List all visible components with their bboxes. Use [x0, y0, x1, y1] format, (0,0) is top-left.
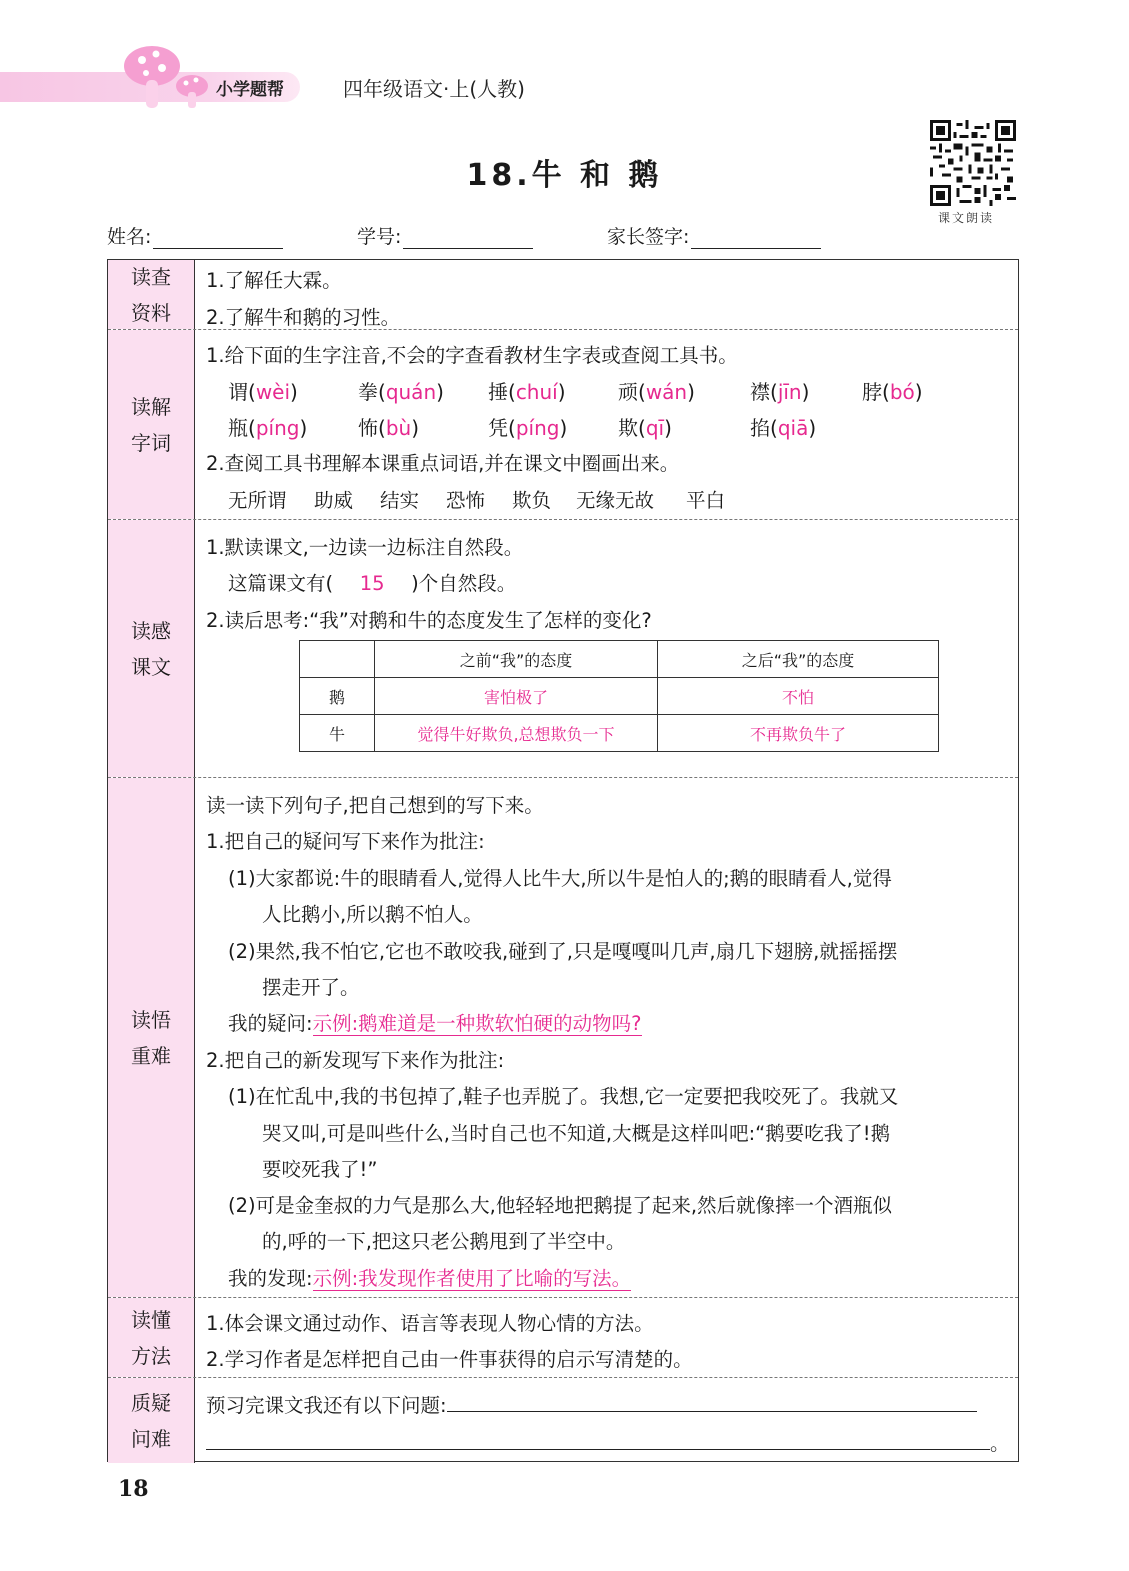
- pinyin-area: [206, 330, 1006, 519]
- pinyin-answer: wán: [645, 380, 688, 404]
- page-number: 18: [118, 1476, 149, 1502]
- key-word: 无所谓: [228, 489, 287, 512]
- ox-before-answer: 觉得牛好欺负,总想欺负一下: [375, 715, 658, 752]
- pinyin-item: 捶(chuí): [488, 380, 566, 404]
- book-title: 四年级语文·上(人教): [343, 77, 525, 101]
- pinyin-item: 怖(bù): [358, 416, 419, 440]
- pinyin-answer: qī: [645, 416, 665, 440]
- pinyin-item: 瓶(píng): [228, 416, 308, 440]
- row-label-ox: 牛: [300, 715, 375, 752]
- section-methods: [108, 1298, 1018, 1378]
- section-research: [108, 260, 1018, 330]
- pinyin-answer: chuí: [515, 380, 558, 404]
- section-vocabulary: [108, 330, 1018, 520]
- pinyin-item: 凭(píng): [488, 416, 568, 440]
- pinyin-item: 顽(wán): [618, 380, 695, 404]
- parent-sign-field[interactable]: [607, 222, 821, 249]
- goose-before-answer: 害怕极了: [375, 678, 658, 715]
- pinyin-answer: bó: [889, 380, 915, 404]
- discovery-answer: 示例:我发现作者使用了比喻的写法。: [312, 1267, 632, 1290]
- quote-line: 摆走开了。: [262, 976, 360, 999]
- task-line: 1.把自己的疑问写下来作为批注:: [206, 830, 485, 853]
- task-line: 2.读后思考:“我”对鹅和牛的态度发生了怎样的变化?: [206, 609, 652, 632]
- section-label: 读懂 方法: [108, 1298, 195, 1377]
- section-label: 质疑 问难: [108, 1378, 195, 1463]
- header-after: 之后“我”的态度: [658, 641, 939, 678]
- ox-after-answer: 不再欺负牛了: [658, 715, 939, 752]
- student-id-field[interactable]: [357, 222, 533, 249]
- key-word: 平白: [686, 489, 726, 512]
- section-questions: [108, 1378, 1018, 1463]
- quote-line: 要咬死我了!”: [262, 1158, 378, 1181]
- task-line: 1.体会课文通过动作、语言等表现人物心情的方法。: [206, 1312, 654, 1335]
- name-field[interactable]: [107, 222, 283, 249]
- section-label: 读悟 重难: [108, 778, 195, 1297]
- row-label-goose: 鹅: [300, 678, 375, 715]
- quote-line: 哭又叫,可是叫些什么,当时自己也不知道,大概是这样叫吧:“鹅要吃我了!鹅: [262, 1122, 891, 1145]
- pinyin-answer: quán: [385, 380, 437, 404]
- question-answer: 示例:鹅难道是一种欺软怕硬的动物吗?: [312, 1012, 642, 1035]
- task-line: 2.学习作者是怎样把自己由一件事获得的启示写清楚的。: [206, 1348, 693, 1371]
- task-line: 2.了解牛和鹅的习性。: [206, 306, 401, 329]
- pinyin-answer: wèi: [255, 380, 291, 404]
- section-label: 读查 资料: [108, 260, 195, 329]
- pinyin-item: 谓(wèi): [228, 380, 298, 404]
- quote-line: (1)大家都说:牛的眼睛看人,觉得人比牛大,所以牛是怕人的;鹅的眼睛看人,觉得: [228, 867, 892, 890]
- section-label: 读感 课文: [108, 520, 195, 777]
- task-line: 1.默读课文,一边读一边标注自然段。: [206, 536, 524, 559]
- pinyin-answer: bù: [385, 416, 412, 440]
- quote-line: (2)可是金奎叔的力气是那么大,他轻轻地把鹅提了起来,然后就像摔一个酒瓶似: [228, 1194, 893, 1217]
- key-word: 结实: [380, 489, 420, 512]
- section-key-points: [108, 778, 1018, 1298]
- page-title: 18.牛 和 鹅: [466, 158, 663, 193]
- question-prompt: 预习完课文我还有以下问题:: [206, 1390, 977, 1418]
- key-word: 无缘无故: [576, 489, 655, 512]
- discovery-answer-line[interactable]: 我的发现:示例:我发现作者使用了比喻的写法。: [228, 1267, 632, 1290]
- mushroom-logo-icon: [120, 42, 220, 112]
- key-word: 助威: [314, 489, 354, 512]
- pinyin-item: 拳(quán): [358, 380, 444, 404]
- question-blank-line[interactable]: 。: [206, 1428, 1010, 1456]
- key-word: 欺负: [512, 489, 552, 512]
- pinyin-item: 欺(qī): [618, 416, 672, 440]
- pinyin-item: 襟(jīn): [750, 380, 810, 404]
- qr-label: 课文朗读: [938, 211, 995, 225]
- pinyin-answer: qiā: [777, 416, 809, 440]
- pinyin-answer: píng: [255, 416, 300, 440]
- quote-line: 人比鹅小,所以鹅不怕人。: [262, 903, 483, 926]
- goose-after-answer: 不怕: [658, 678, 939, 715]
- quote-line: (2)果然,我不怕它,它也不敢咬我,碰到了,只是嘎嘎叫几声,扇几下翅膀,就摇摇摆: [228, 940, 898, 963]
- pinyin-answer: píng: [515, 416, 560, 440]
- pinyin-item: 掐(qiā): [750, 416, 817, 440]
- qr-code[interactable]: [930, 120, 1016, 206]
- student-id-label: 学号:: [357, 226, 402, 248]
- attitude-table: [299, 640, 939, 752]
- paragraph-count-answer: 15: [359, 572, 385, 595]
- pinyin-item: 脖(bó): [862, 380, 923, 404]
- task-line: 2.把自己的新发现写下来作为批注:: [206, 1049, 505, 1072]
- header-before: 之前“我”的态度: [375, 641, 658, 678]
- task-line: 1.给下面的生字注音,不会的字查看教材生字表或查阅工具书。: [206, 344, 738, 367]
- task-line: 2.查阅工具书理解本课重点词语,并在课文中圈画出来。: [206, 452, 680, 475]
- quote-line: (1)在忙乱中,我的书包掉了,鞋子也弄脱了。我想,它一定要把我咬死了。我就又: [228, 1085, 899, 1108]
- name-label: 姓名:: [107, 226, 152, 248]
- question-answer-line[interactable]: 我的疑问:示例:鹅难道是一种欺软怕硬的动物吗?: [228, 1012, 642, 1035]
- task-line: 读一读下列句子,把自己想到的写下来。: [206, 794, 544, 817]
- pinyin-answer: jīn: [777, 380, 802, 404]
- brand-name: 小学题帮: [216, 80, 284, 100]
- key-word: 恐怖: [446, 489, 486, 512]
- task-line: 1.了解任大霖。: [206, 269, 342, 292]
- section-label: 读解 字词: [108, 330, 195, 519]
- annotation-area: [206, 778, 1006, 1297]
- parent-sign-label: 家长签字:: [607, 226, 690, 248]
- worksheet-table: [107, 259, 1019, 1462]
- paragraph-count-line: 这篇课文有( 15 )个自然段。: [228, 572, 517, 595]
- quote-line: 的,呼的一下,把这只老公鹅甩到了半空中。: [262, 1230, 626, 1253]
